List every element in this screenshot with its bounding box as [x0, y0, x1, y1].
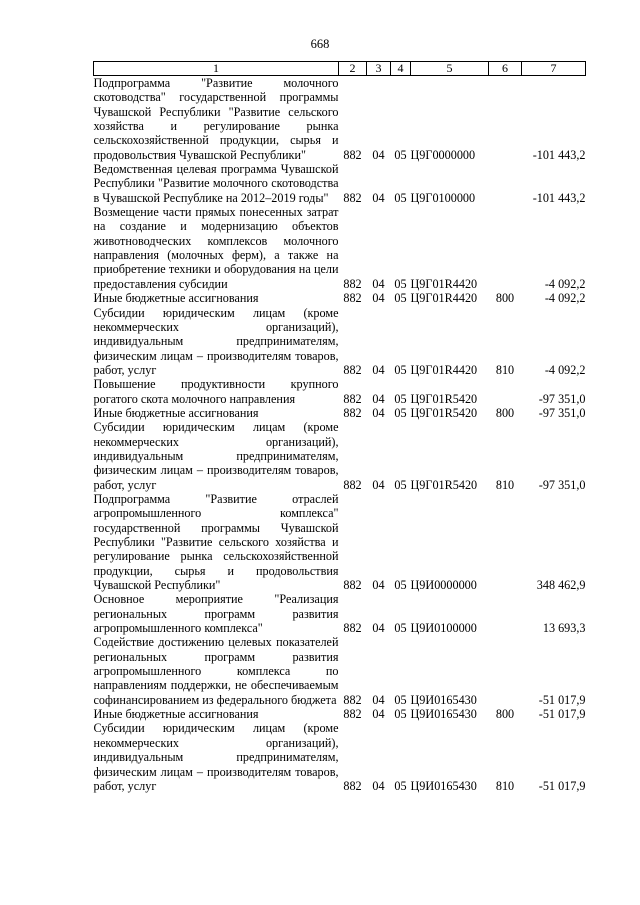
row-amount: -51 017,9 — [538, 778, 586, 793]
row-section-code: 04 — [372, 621, 385, 636]
row-expense-type — [489, 205, 522, 291]
row-expense-type: 810 — [495, 362, 515, 377]
row-section-code: 04 — [372, 291, 385, 306]
row-target-article: Ц9И0165430 — [410, 778, 477, 793]
row-subsection-code: 05 — [394, 291, 407, 306]
row-subsection-code: 05 — [394, 405, 407, 420]
row-amount: -101 443,2 — [532, 147, 586, 162]
row-name: Иные бюджетные ассигнования — [93, 291, 259, 306]
budget-table — [93, 61, 586, 793]
row-section-code: 04 — [372, 578, 385, 593]
row-section-code: 04 — [372, 391, 385, 406]
row-amount: -101 443,2 — [532, 190, 586, 205]
row-name: Субсидии юридическим лицам (кроме некоммерческих организаций), индивидуальным предпринимателям, физическим лицам – производителям товаров, работ, услуг — [93, 721, 339, 793]
column-header-2: 2 — [339, 62, 367, 76]
row-section-code: 04 — [372, 276, 385, 291]
table-row — [94, 420, 586, 492]
row-subsection-code: 05 — [394, 147, 407, 162]
row-grbs-code: 882 — [343, 692, 362, 707]
row-subsection-code: 05 — [394, 578, 407, 593]
row-target-article: Ц9Г01R4420 — [410, 291, 478, 306]
row-target-article: Ц9И0165430 — [410, 707, 477, 722]
page-number: 668 — [310, 37, 330, 51]
row-expense-type — [489, 377, 522, 406]
row-grbs-code: 882 — [343, 477, 362, 492]
row-grbs-code: 882 — [343, 778, 362, 793]
row-target-article: Ц9Г01R4420 — [410, 276, 478, 291]
row-amount: -4 092,2 — [544, 291, 586, 306]
table-row — [94, 592, 586, 635]
row-subsection-code: 05 — [394, 778, 407, 793]
row-subsection-code: 05 — [394, 362, 407, 377]
table-row — [94, 707, 586, 721]
column-number-header — [94, 62, 586, 76]
row-amount: -51 017,9 — [538, 692, 586, 707]
row-subsection-code: 05 — [394, 391, 407, 406]
row-target-article: Ц9И0000000 — [410, 578, 477, 593]
row-target-article: Ц9И0100000 — [410, 621, 477, 636]
row-grbs-code: 882 — [343, 147, 362, 162]
row-amount: -4 092,2 — [544, 362, 586, 377]
row-subsection-code: 05 — [394, 477, 407, 492]
row-section-code: 04 — [372, 778, 385, 793]
row-name: Иные бюджетные ассигнования — [93, 405, 259, 420]
row-grbs-code: 882 — [343, 362, 362, 377]
table-row — [94, 635, 586, 707]
row-name: Повышение продуктивности крупного рогатого скота молочного направления — [93, 377, 339, 406]
row-grbs-code: 882 — [343, 291, 362, 306]
row-section-code: 04 — [372, 405, 385, 420]
row-target-article: Ц9Г0100000 — [410, 190, 476, 205]
column-header-4: 4 — [391, 62, 411, 76]
row-name: Ведомственная целевая программа Чувашской Республики "Развитие молочного скотоводства в Чувашской Республике на 2012–2019 годы" — [93, 162, 339, 205]
row-target-article: Ц9Г01R4420 — [410, 362, 478, 377]
row-grbs-code: 882 — [343, 621, 362, 636]
row-subsection-code: 05 — [394, 190, 407, 205]
table-body — [94, 76, 586, 794]
row-expense-type — [489, 76, 522, 163]
row-expense-type: 810 — [495, 477, 515, 492]
row-expense-type: 800 — [495, 405, 515, 420]
row-name: Иные бюджетные ассигнования — [93, 707, 259, 722]
row-expense-type — [489, 635, 522, 707]
row-subsection-code: 05 — [394, 621, 407, 636]
row-target-article: Ц9И0165430 — [410, 692, 477, 707]
row-name: Субсидии юридическим лицам (кроме некоммерческих организаций), индивидуальным предпринимателям, физическим лицам – производителям товаров, работ, услуг — [93, 305, 339, 377]
row-grbs-code: 882 — [343, 707, 362, 722]
row-expense-type — [489, 162, 522, 205]
row-target-article: Ц9Г01R5420 — [410, 391, 478, 406]
row-section-code: 04 — [372, 692, 385, 707]
row-section-code: 04 — [372, 362, 385, 377]
row-name: Основное мероприятие "Реализация региональных программ развития агропромышленного комплекса" — [93, 592, 339, 636]
row-grbs-code: 882 — [343, 578, 362, 593]
table-row — [94, 406, 586, 420]
row-target-article: Ц9Г01R5420 — [410, 477, 478, 492]
row-amount: -97 351,0 — [538, 477, 586, 492]
table-row — [94, 291, 586, 305]
row-amount: -51 017,9 — [538, 707, 586, 722]
row-grbs-code: 882 — [343, 405, 362, 420]
row-subsection-code: 05 — [394, 692, 407, 707]
table-row — [94, 721, 586, 793]
row-name: Подпрограмма "Развитие отраслей агропромышленного комплекса" государственной программы Чувашской Республики "Развитие сельского хозяйства и регулирование рынка сельскохозяйственной продукции, сырья и продовольствия Чувашской Республики" — [93, 491, 339, 593]
row-target-article: Ц9Г01R5420 — [410, 405, 478, 420]
row-amount: -4 092,2 — [544, 276, 586, 291]
row-grbs-code: 882 — [343, 391, 362, 406]
column-header-7: 7 — [522, 62, 586, 76]
row-name: Возмещение части прямых понесенных затрат на создание и модернизацию объектов животноводческих комплексов молочного направления (молочных ферм), а также на приобретение техники и оборудования на цели предоставления субсидии — [93, 205, 339, 291]
row-section-code: 04 — [372, 190, 385, 205]
row-amount: 13 693,3 — [542, 621, 586, 636]
table-row — [94, 377, 586, 406]
table-row — [94, 306, 586, 378]
column-header-3: 3 — [367, 62, 391, 76]
row-name: Содействие достижению целевых показателей региональных программ развития агропромышленного комплекса по направлениям поддержки, не обеспечиваемым софинансированием из федерального бюджета — [93, 635, 339, 707]
table-row — [94, 205, 586, 291]
row-amount: 348 462,9 — [536, 578, 586, 593]
row-subsection-code: 05 — [394, 276, 407, 291]
column-header-1: 1 — [94, 62, 339, 76]
column-header-6: 6 — [489, 62, 522, 76]
row-section-code: 04 — [372, 477, 385, 492]
row-expense-type: 810 — [495, 778, 515, 793]
table-row — [94, 492, 586, 592]
row-amount: -97 351,0 — [538, 391, 586, 406]
row-name: Подпрограмма "Развитие молочного скотоводства" государственной программы Чувашской Республики "Развитие сельского хозяйства и регулирование рынка сельскохозяйственной продукции, сырья и продовольствия Чувашской Республики" — [93, 76, 339, 162]
table-row — [94, 76, 586, 163]
row-target-article: Ц9Г0000000 — [410, 147, 476, 162]
table-row — [94, 162, 586, 205]
row-expense-type — [489, 592, 522, 635]
column-header-5: 5 — [411, 62, 489, 76]
row-subsection-code: 05 — [394, 707, 407, 722]
row-section-code: 04 — [372, 147, 385, 162]
row-section-code: 04 — [372, 707, 385, 722]
row-expense-type: 800 — [495, 707, 515, 722]
row-name: Субсидии юридическим лицам (кроме некоммерческих организаций), индивидуальным предпринимателям, физическим лицам – производителям товаров, работ, услуг — [93, 420, 339, 492]
row-expense-type — [489, 492, 522, 592]
row-expense-type: 800 — [495, 291, 515, 306]
row-grbs-code: 882 — [343, 190, 362, 205]
row-grbs-code: 882 — [343, 276, 362, 291]
row-amount: -97 351,0 — [538, 405, 586, 420]
